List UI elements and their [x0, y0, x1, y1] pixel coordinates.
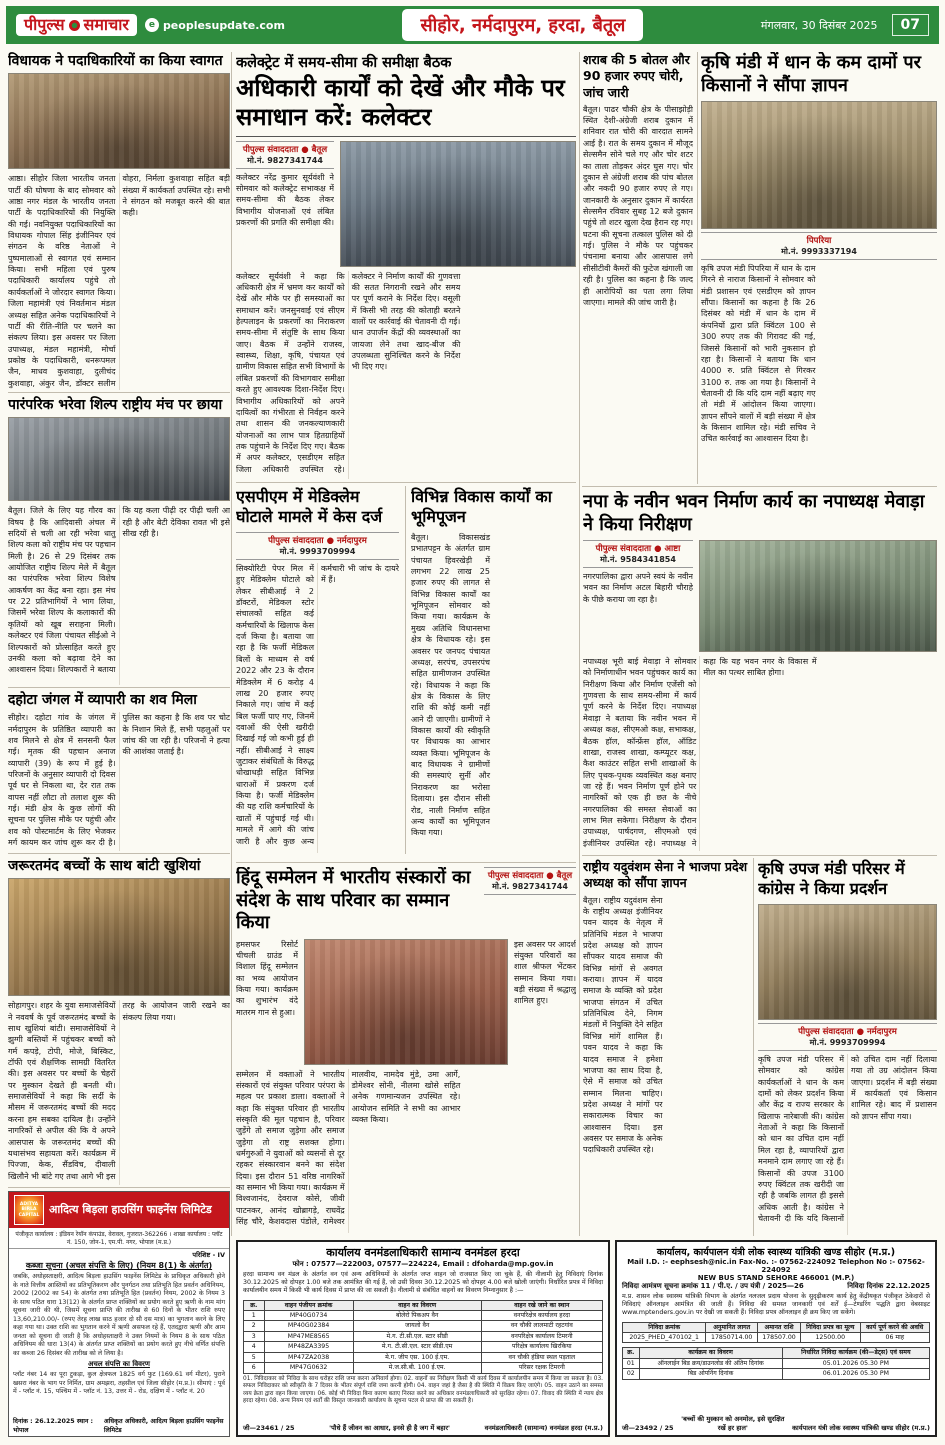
table-cell: MP47ZA2038: [264, 1352, 353, 1362]
headline: कृषि मंडी में धान के कम दामों पर किसानों ने सौंपा ज्ञापन: [701, 52, 921, 96]
table-header-cell: वाहन रखे जाने का स्थान: [481, 1300, 602, 1310]
article-body: कलेक्टर सूर्यवंशी ने कहा कि अधिकारी क्षेत्र में भ्रमण कर कार्यों को देखें और मौके पर ही समस्याओं का समाधान करें। जनसुनवाई एवं सीएम हेल्पलाइन के प्रकरणों का निराकरण समय-सीमा में संतुष्टि के साथ किया जाए। बैठक में उन्होंने राजस्व, स्वास्थ्य, शिक्षा, कृषि, पंचायत एवं ग्रामीण विकास सहित सभी विभागों के लंबित प्रकरणों की विभागवार समीक्षा करते हुए आवश्यक दिशा-निर्देश दिए। विभागीय अधिकारियों को अपने दायित्वों का गंभीरता से निर्वहन करने तथा शासन की जनकल्याणकारी योजनाओं का लाभ पात्र हितग्राहियों तक पहुंचाने के निर्देश दिए गए। बैठक में अपर कलेक्टर, एसडीएम सहित जिला अधिकारी उपस्थित रहे। कलेक्टर ने निर्माण कार्यों की गुणवत्ता की सतत निगरानी रखने और समय पर पूर्ण कराने के निर्देश दिए। वसूली में किसी भी तरह की कोताही बरतने वालों पर कार्रवाई की चेतावनी दी गई। धान उपार्जन केंद्रों की व्यवस्थाओं का जायजा लेने तथा खाद-बीज की उपलब्धता सुनिश्चित करने के निर्देश भी दिए गए।: [236, 271, 461, 474]
table-cell: वनपरिक्षेत्र कार्यालय हरदा: [481, 1310, 602, 1320]
ad-date-place: दिनांक : 26.12.2025 स्थान : भोपाल: [13, 1418, 94, 1434]
byline-column: [236, 141, 334, 267]
table-cell: 5: [244, 1352, 265, 1362]
table-cell: 178507.00: [758, 1332, 801, 1342]
tender-address: NEW BUS STAND SEHORE 466001 (M.P.): [697, 1274, 855, 1282]
article-photo: [340, 141, 576, 267]
table-cell: मे.ग. टी.सी.एल. स्टार सीडी: [353, 1331, 481, 1341]
article-body: आष्ठा। सीहोर जिला भारतीय जनता पार्टी की घोषणा के बाद सोमवार को आष्ठा नगर मंडल के भारतीय जनता पार्टी के पदाधिकारियों की नियुक्ति की गई। नवनियुक्त पदाधिकारियों का विधायक गोपाल सिंह इंजीनियर एवं संगठन के वरिष्ठ नेताओं ने पुष्पमालाओं से स्वागत एवं सम्मान किया। सभी महिला एवं पुरुष पदाधिकारी कार्यालय पहुंचे तो कार्यकर्ताओं ने जोरदार स्वागत किया। जिला महामंत्री एवं निवर्तमान मंडल अध्यक्ष सहित अनेक पदाधिकारियों ने पार्टी की रीति-नीति पर चलने का संकल्प लिया। इस अवसर पर जिला उपाध्यक्ष, मंडल महामंत्री, मोर्चा प्रकोष्ठ के पदाधिकारी, धनरूपमल जैन, माधव कुशवाहा, दुलीचंद कुशवाहा, अंकुर जैन, डॉक्टर सलीम वोहरा, निर्मला कुशवाहा सहित बड़ी संख्या में कार्यकर्ता उपस्थित रहे। सभी ने संगठन को मजबूत करने की बात कही।: [8, 174, 230, 388]
article-bharewa-craft: [8, 396, 230, 685]
section-divider: [8, 1187, 230, 1188]
table-row: [244, 1310, 603, 1320]
tender-notice-harda: [236, 1240, 610, 1437]
table-header-cell: निर्धारित निविदा कार्यक्रम (की—डेट्स) एवं समय: [782, 1348, 929, 1358]
article-body: कृषि उपज मंडी पिपरिया में धान के दाम गिरने से नाराज किसानों ने सोमवार को मंडी प्रशासन एवं एसडीएम को ज्ञापन सौंपा। किसानों का कहना है कि 26 दिसंबर को मंडी में धान के दाम में कंपनियों द्वारा प्रति क्विंटल 100 से 300 रुपए तक की गिरावट की गई, जिससे किसानों को भारी नुकसान हो रहा है। किसानों ने बताया कि धान 4000 रु. प्रति क्विंटल से गिरकर 3100 रु. तक आ गया है। किसानों ने चेतावनी दी कि यदि दाम नहीं बढ़ाए गए तो मंडी में आंदोलन किया जाएगा। ज्ञापन सौंपने वालों में बड़ी संख्या में क्षेत्र के किसान शामिल रहे। मंडी सचिव ने उचित कार्रवाई का आश्वासन दिया है।: [701, 264, 816, 444]
tender-slogan: 'पौधे हैं जीवन का आधार, इनसे ही है जग में बहार': [329, 1424, 451, 1432]
ad-signatory: अधिकृत अधिकारी, आदित्य बिड़ला हाउसिंग फाइनेंस लिमिटेड: [103, 1418, 224, 1434]
table-row: [244, 1363, 603, 1373]
article-photo: [701, 101, 937, 229]
tender-ref-number: जी—23461 / 25: [243, 1424, 295, 1432]
table-cell: मे.ज.सी.बी. 100 ई.एम.: [353, 1363, 481, 1373]
logo-text-left: पीपुल्स: [24, 15, 65, 34]
headline: कृषि उपज मंडी परिसर में कांग्रेस ने किया प्रदर्शन: [758, 859, 905, 899]
article-spm-mediclaim: [236, 487, 399, 853]
table-cell: वनपरिक्षेत्र कार्यालय टिमरनी: [481, 1331, 602, 1341]
article-napa-inspection: [583, 491, 937, 851]
byline: पीपुल्स संवाददाता ● बैतूल: [484, 867, 576, 881]
table-cell: MP48ZA3395: [264, 1342, 353, 1352]
tender-notice-sehore: [615, 1240, 937, 1437]
ad-annexure-label: परिशिष्ट - IV: [192, 1251, 225, 1259]
article-liquor-theft: [583, 52, 693, 482]
table-row: [623, 1358, 930, 1368]
headline: राष्ट्रीय यदुवंशम सेना ने भाजपा प्रदेश अध्यक्ष को सौंपा ज्ञापन: [583, 859, 748, 891]
table-cell: 06.01.2026 05.30 PM: [782, 1369, 929, 1379]
headline: पारंपरिक भरेवा शिल्प राष्ट्रीय मंच पर छाया: [8, 397, 223, 413]
table-header-cell: वाहन का विवरण: [353, 1300, 481, 1310]
tender-notice-number: निविदा आमंत्रण सूचना क्रमांक 11 / पी.ए. / उप यंत्री / 2025—26: [622, 1282, 804, 1290]
headline: अधिकारी कार्यों को देखें और मौके पर समाधान करें: कलेक्टर: [236, 74, 576, 137]
logo-emblem-icon: [69, 20, 80, 31]
table-cell: 4: [244, 1342, 265, 1352]
byline: पीपुल्स संवाददाता ● आष्टा: [583, 540, 693, 554]
tender-mail-line: Mail I.D. :- eephsesh@nic.in Fax-No. :- 07562-224092 Telephon No :- 07562-224092: [627, 1258, 925, 1274]
article-mla-welcome: [8, 52, 230, 390]
tender-intro: म.प्र. शासन लोक स्वास्थ्य यांत्रिकी विभाग के अंतर्गत नलजल प्रदाय योजना के सुदृढ़ीकरण कार्य हेतु केंद्रीयकृत पंजीकृत ठेकेदारों से निविदाएं ऑनलाइन आमंत्रित की जाती हैं। निविदा की समस्त जानकारी एवं शर्तें ई—टेण्डरिंग पद्धति द्वारा वेबसाइट www.mptenders.gov.in पर देखी जा सकती हैं। निविदा प्रपत्र ऑनलाइन ही क्रय किए जा सकेंगे।: [622, 1293, 930, 1317]
tender-signatory: कार्यपालन यंत्री लोक स्वास्थ्य यांत्रिकी खण्ड सीहोर (म.प्र.): [792, 1424, 930, 1432]
headline: शराब की 5 बोतल और 90 हजार रुपए चोरी, जांच जारी: [583, 52, 690, 100]
table-cell: ऑनलाईन बिड क्रय/डाउनलोड की अंतिम दिनांक: [639, 1358, 782, 1368]
column-divider: [231, 52, 232, 1236]
byline-phone: मो.नं. 9993337194: [701, 246, 937, 260]
headline-row: [236, 867, 576, 939]
tender-conditions: 01. निविदाकार को निविदा के साथ धरोहर राशि जमा करना अनिवार्य होगा। 02. वाहनों का निरीक्षण किसी भी कार्य दिवस में कार्यालयीन समय में किया जा सकता है। 03. सफल निविदाकार को स्वीकृति के 7 दिवस के भीतर संपूर्ण राशि जमा करनी होगी। 04. वाहन जहां है जैसा है की स्थिति में विक्रय किए जाएंगे। 05. वाहन उठाने का समस्त व्यय क्रेता द्वारा वहन किया जाएगा। 06. कोई भी निविदा बिना कारण बताए निरस्त करने का अधिकार वनमंडलाधिकारी को सुरक्षित रहेगा। 07. विवाद की स्थिति में न्याय क्षेत्र हरदा रहेगा। 08. अन्य नियम एवं शर्तों की विस्तृत जानकारी कार्यालय के सूचना पटल से प्राप्त की जा सकती है।: [243, 1375, 603, 1405]
table-header-row: [244, 1300, 603, 1310]
tender-notice-line: [622, 1282, 930, 1291]
column-divider: [697, 52, 698, 484]
article-congress-protest: [758, 859, 937, 1235]
section-divider: [236, 482, 576, 483]
column-divider: [405, 486, 406, 854]
tender-contact: फोन : 07577—222003, 07577—224224, Email : dfoharda@mp.gov.in: [292, 1260, 554, 1268]
byline: पीपुल्स संवाददाता ● नर्मदापुरम: [236, 532, 399, 546]
byline-phone: मो.नं. 9827341744: [236, 155, 334, 169]
table-cell: 1: [244, 1310, 265, 1320]
table-header-cell: वाहन पंजीयन क्रमांक: [264, 1300, 353, 1310]
byline-box: [236, 532, 399, 563]
tender-notice-date: निविदा दिनांक 22.12.2025: [847, 1282, 930, 1290]
website-link[interactable]: [145, 18, 285, 32]
website-url: peoplesupdate.com: [162, 18, 285, 32]
table-cell: 17850714.00: [706, 1332, 758, 1342]
tender-title: कार्यालय वनमंडलाधिकारी सामान्य वनमंडल हरदा: [326, 1246, 520, 1259]
table-cell: 06 माह: [860, 1332, 929, 1342]
newspaper-logo: [16, 14, 137, 36]
lead-row: [236, 141, 576, 267]
section-divider: [8, 853, 230, 854]
ad-notice-title: कब्जा सूचना (अचल संपत्ति के लिए) (नियम 8(1) के अंतर्गत): [25, 1261, 213, 1270]
headline: एसपीएम में मेडिक्लेम घोटाले मामले में केस दर्ज: [236, 487, 383, 527]
tender-intro: हरदा सामान्य वन मंडल के अंतर्गत वन एवं अन्य अधिनियमों के अंतर्गत जप्त वाहन जो राजसात किए जा चुके हैं, की नीलामी हेतु निविदाएं दिनांक 30.12.2025 को दोपहर 1.00 बजे तक आमंत्रित की गई हैं, जो उसी दिवस 30.12.2025 को दोपहर 4.00 बजे खोली जाएंगी। निर्धारित प्रपत्र में निविदा कार्यालयीन समय में किसी भी कार्य दिवस में प्राप्त की जा सकती है। नीलामी से संबंधित वाहनों का विवरण निम्नानुसार है :—: [243, 1271, 603, 1295]
article-body: बैतूल। विकासखंड प्रभातपट्टन के अंतर्गत ग्राम पंचायत हिवरखेड़ी में लगभग 22 लाख 25 हजार रुपए की लागत से विभिन्न विकास कार्यों का भूमिपूजन सोमवार को किया गया। कार्यक्रम के मुख्य अतिथि विधानसभा क्षेत्र के विधायक रहे। इस अवसर पर जनपद पंचायत अध्यक्ष, सरपंच, उपसरपंच सहित ग्रामीणजन उपस्थित रहे। विधायक ने कहा कि क्षेत्र के विकास के लिए राशि की कोई कमी नहीं आने दी जाएगी। ग्रामीणों ने विकास कार्यों की स्वीकृति पर विधायक का आभार व्यक्त किया। भूमिपूजन के बाद विधायक ने ग्रामीणों की समस्याएं सुनीं और निराकरण का भरोसा दिलाया। इस दौरान सीसी रोड, नाली निर्माण सहित अन्य कार्यों का भूमिपूजन किया गया।: [411, 532, 490, 838]
masthead: [6, 6, 939, 44]
article-body: बैतूल। जिले के लिए यह गौरव का विषय है कि आदिवासी अंचल में सदियों से चली आ रही भरेवा धातु शिल्प कला को राष्ट्रीय मंच पर पहचान मिली है। 26 से 29 दिसंबर तक आयोजित राष्ट्रीय शिल्प मेले में बैतूल का पारंपरिक भरेवा शिल्प विशेष आकर्षण का केंद्र बना रहा। इस मंच पर 22 प्रतिभागियों ने भाग लिया, जिसमें भरेवा शिल्प के कलाकारों की कृतियों को खूब सराहना मिली। कलेक्टर एवं जिला पंचायत सीईओ ने शिल्पकारों को प्रोत्साहित करते हुए उनकी कला को बढ़ावा देने का आश्वासन दिया। शिल्पकारों ने बताया कि यह कला पीढ़ी दर पीढ़ी चली आ रही है और बेटी देविका रावत भी इसे सीख रही है।: [8, 506, 230, 675]
article-side-text: इस अवसर पर आदर्श संयुक्त परिवारों का शाल श्रीफल भेंटकर सम्मान किया गया। बड़ी संख्या में श्रद्धालु शामिल हुए।: [514, 939, 576, 1006]
article-body: नपाध्यक्ष भूरी बाई मेवाड़ा ने सोमवार को निर्माणाधीन भवन पहुंचकर कार्य का निरीक्षण किया और निर्माण एजेंसी को गुणवत्ता के साथ समय-सीमा में कार्य पूर्ण करने के निर्देश दिए। नपाध्यक्ष मेवाड़ा ने बताया कि नवीन भवन में अध्यक्ष कक्ष, सीएमओ कक्ष, सभाकक्ष, बैठक हॉल, कॉन्फ्रेंस हॉल, ऑडिट शाखा, राजस्व शाखा, कम्प्यूटर कक्ष, कैश काउंटर सहित सभी शाखाओं के लिए पृथक-पृथक व्यवस्थित कक्ष बनाए जा रहे हैं। भवन निर्माण पूर्ण होने पर नागरिकों को एक ही छत के नीचे नगरपालिका की समस्त सेवाओं का लाभ मिल सकेगा। निरीक्षण के दौरान उपाध्यक्ष, पार्षदगण, सीएमओ एवं इंजीनियर उपस्थित रहे। नपाध्यक्ष ने कहा कि यह भवन नगर के विकास में मील का पत्थर साबित होगा।: [583, 657, 817, 848]
article-photo: [8, 73, 230, 169]
article-dahota-body-found: [8, 691, 230, 851]
article-photo: [8, 878, 230, 996]
byline: पिपरिया: [701, 232, 937, 246]
section-divider: [8, 392, 230, 393]
table-cell: बिड ओपनिंग दिनांक: [639, 1369, 782, 1379]
page-number: 07: [892, 14, 929, 36]
table-cell: 05.01.2026 05.30 PM: [782, 1358, 929, 1368]
table-cell: MP47G0632: [264, 1363, 353, 1373]
article-body: सम्मेलन में वक्ताओं ने भारतीय संस्कारों एवं संयुक्त परिवार परंपरा के महत्व पर प्रकाश डाला। वक्ताओं ने कहा कि संयुक्त परिवार ही भारतीय संस्कृति की मूल पहचान है, परिवार जुड़ेंगे तो समाज जुड़ेगा और समाज जुड़ेगा तो राष्ट्र सशक्त होगा। धर्मगुरुओं ने युवाओं को व्यसनों से दूर रहकर संस्कारवान बनने का संदेश दिया। इस दौरान 51 वरिष्ठ नागरिकों का सम्मान भी किया गया। कार्यक्रम में विश्वजानंद, देवराज कोसे, जीवी पाटनकर, आनंद खोब्रागड़े, राघवेंद्र सिंह चौरे, केशवदास पंडोले, रामेश्वर मालवीय, नामदेव मुंडे, उमा आर्गे, डोमेश्वर सोनी, नीलमा खोसे सहित अनेक गणमान्यजन उपस्थित रहे। आयोजन समिति ने सभी का आभार व्यक्त किया।: [236, 1069, 461, 1227]
ad-address: पंजीकृत कार्यालय : इंडियन रेयॉन कंपाउंड, वेरावल, गुजरात-362266 । शाखा कार्यालय : प्लॉट नं. 150, जोन-1, एम.पी. नगर, भोपाल (म.प्र.): [9, 1228, 229, 1249]
article-yaduvansham-memo: [583, 859, 749, 1235]
table-cell: 2: [244, 1321, 265, 1331]
table-header-cell: कार्य पूर्ण करने की अवधि: [860, 1322, 929, 1332]
byline-phone: मो.नं. 9993709994: [236, 546, 399, 560]
article-body: कृषि उपज मंडी परिसर में सोमवार को कांग्रेस कार्यकर्ताओं ने धान के कम दामों को लेकर प्रदर्शन किया और केंद्र व राज्य सरकार के खिलाफ नारेबाजी की। कांग्रेस नेताओं ने कहा कि किसानों को धान का उचित दाम नहीं मिल रहा है, व्यापारियों द्वारा मनमाने दाम लगाए जा रहे हैं। किसानों की उपज 3100 रुपए क्विंटल तक खरीदी जा रही है जबकि लागत ही इससे अधिक आती है। कांग्रेस ने चेतावनी दी कि यदि किसानों को उचित दाम नहीं दिलाया गया तो उग्र आंदोलन किया जाएगा। प्रदर्शन में बड़ी संख्या में कार्यकर्ता एवं किसान शामिल रहे। बाद में प्रशासन को ज्ञापन सौंपा गया।: [758, 1054, 937, 1223]
ad-property-description: प्लॉट नंबर 14 का पूरा टुकड़ा, कुल क्षेत्रफल 1825 वर्ग फुट (169.61 वर्ग मीटर), पुराने खसरा नंबर के भाग पर निर्मित, ग्राम अमझरा, तहसील एवं जिला सीहोर (म.प्र.)। सीमाएं : पूर्व में - प्लॉट नं. 15, पश्चिम में - प्लॉट नं. 13, उत्तर में - रोड, दक्षिण में - प्लॉट नं. 20: [13, 1371, 225, 1395]
headline: नपा के नवीन भवन निर्माण कार्य का नपाध्यक्ष मेवाड़ा ने किया निरीक्षण: [583, 491, 925, 535]
article-bhumipujan: [411, 487, 576, 853]
lead-row: [583, 540, 937, 652]
table-cell: बोलेरो पिकअप वैन: [353, 1310, 481, 1320]
tender-slogan: 'बच्चों की मुस्कान को अनमोल, इसे सुरक्षित रखें हर हाल': [681, 1415, 785, 1432]
table-row: [623, 1369, 930, 1379]
table-cell: वन चौकी लालमाटी रहटगांव: [481, 1321, 602, 1331]
table-cell: 2025_PHED_470102_1: [623, 1332, 706, 1342]
table-cell: वन चौकी हंडिया स्थल पड़ताल: [481, 1352, 602, 1362]
article-children-charity: [8, 857, 230, 1185]
kicker: कलेक्ट्रेट में समय-सीमा की समीक्षा बैठक: [236, 55, 452, 71]
article-photo: [758, 904, 937, 1020]
table-header-cell: क्र.: [623, 1348, 640, 1358]
byline-box: [701, 232, 937, 263]
table-cell: मे.ग. जीप एस. 100 ई.एम.: [353, 1352, 481, 1362]
byline: पीपुल्स संवाददाता ● बैतूल: [236, 141, 334, 155]
ad-notice-body: जबकि, अधोहस्ताक्षरी, आदित्य बिड़ला हाउसिंग फाइनेंस लिमिटेड के प्राधिकृत अधिकारी होने के नाते वित्तीय आस्तियों का प्रतिभूतिकरण और पुनर्गठन तथा प्रतिभूति हित प्रवर्तन अधिनियम, 2002 (2002 का 54) के अंतर्गत तथा प्रतिभूति हित (प्रवर्तन) नियम, 2002 के नियम 3 के साथ पठित धारा 13(12) के अंतर्गत प्राप्त शक्तियों का प्रयोग करते हुए ऋणी के नाम मांग सूचना जारी की थी, जिसमें सूचना प्राप्ति की तारीख से 60 दिनों के भीतर राशि रुपए 13,60,210.00/- (रुपए तेरह लाख साठ हजार दो सौ दस मात्र) का भुगतान करने के लिए कहा गया था। उक्त राशि का भुगतान करने में ऋणी असफल रहे हैं, एतदद्वारा ऋणी और आम जनता को सूचना दी जाती है कि अधोहस्ताक्षरी ने उक्त नियमों के नियम 8 के साथ पठित अधिनियम की धारा 13(4) के अंतर्गत प्राप्त शक्तियों का प्रयोग करते हुए नीचे वर्णित संपत्ति का कब्जा 26 दिसंबर की तारीख को ले लिया है।: [13, 1273, 225, 1357]
byline-phone: मो.नं. 9584341854: [583, 554, 693, 568]
article-hindu-sammelan: [236, 867, 576, 1233]
ad-company-name: आदित्य बिड़ला हाउसिंग फाइनेंस लिमिटेड: [49, 1202, 212, 1216]
table-cell: MP47ME8565: [264, 1331, 353, 1341]
tender-cost-table: [622, 1322, 930, 1344]
issue-date: मंगलवार, 30 दिसंबर 2025: [760, 18, 878, 32]
table-header-cell: अमानत राशि: [758, 1322, 801, 1332]
article-lead: कलेक्टर नरेंद्र कुमार सूर्यवंशी ने सोमवार को कलेक्ट्रेट सभाकक्ष में समय-सीमा की बैठक लेकर विभागीय योजनाओं एवं लंबित प्रकरणों की प्रगति की समीक्षा की।: [236, 172, 334, 228]
tender-schedule-table: [622, 1347, 930, 1379]
ad-header-band: [9, 1192, 229, 1228]
headline: दहोटा जंगल में व्यापारी का शव मिला: [8, 692, 197, 708]
article-body: सोहागपुर। शहर के युवा समाजसेवियों ने नववर्ष के पूर्व जरूरतमंद बच्चों के साथ खुशियां बांटी। समाजसेवियों ने झुग्गी बस्तियों में पहुंचकर बच्चों को गर्म कपड़े, टोपी, मोजे, बिस्किट, टॉफी एवं शैक्षणिक सामग्री वितरित की। इस अवसर पर बच्चों के चेहरों पर मुस्कान देखते ही बनती थी। समाजसेवियों ने कहा कि सर्दी के मौसम में जरूरतमंद बच्चों की मदद करना हम सबका दायित्व है। उन्होंने नागरिकों से अपील की कि वे अपने आसपास के जरूरतमंद बच्चों की यथासंभव सहायता करें। कार्यक्रम में पिज्जा, केक, सैंडविच, दीवाली खिलौने भी बांटे गए तथा आगे भी इस तरह के आयोजन जारी रखने का संकल्प लिया गया।: [8, 1001, 230, 1181]
article-body: बैतूल। पाढर चौकी क्षेत्र के पीसाझोड़ी स्थित देशी-अंग्रेजी शराब दुकान में शनिवार रात चोरी की वारदात सामने आई है। रात के समय दुकान में मौजूद सेल्समैन सोने चले गए और चोर शटर का ताला तोड़कर अंदर घुस गए। चोर दुकान से अंग्रेजी शराब की पांच बोतल और नकदी 90 हजार रुपए ले गए। जानकारी के अनुसार दुकान में कार्यरत सेल्समैन रविवार सुबह 12 बजे दुकान पहुंचे तो शटर खुला देख हैरान रह गए। घटना की सूचना तत्काल पुलिस को दी गई। पुलिस ने मौके पर पहुंचकर पंचनामा बनाया और आसपास लगे सीसीटीवी कैमरों की फुटेज खंगाली जा रही है। पुलिस का कहना है कि जल्द ही आरोपियों का पता लगा लिया जाएगा। मामले की जांच जारी है।: [583, 104, 693, 307]
article-side-text: हमसफर रिसोर्ट चीचली ग्राउंड में विशाल हिंदू सम्मेलन का भव्य आयोजन किया गया। कार्यक्रम का शुभारंभ वंदे मातरम गान से हुआ।: [236, 939, 298, 1017]
table-cell: परिक्षेत्र कार्यालय खिरकिया: [481, 1342, 602, 1352]
headline: विधायक ने पदाधिकारियों का किया स्वागत: [8, 53, 223, 69]
logo-text-right: समाचार: [83, 15, 129, 34]
ad-property-heading: अचल संपत्ति का विवरण: [88, 1360, 150, 1368]
table-header-cell: कार्यक्रम का विवरण: [639, 1348, 782, 1358]
aditya-birla-logo-icon: ADITYA BIRLA CAPITAL: [14, 1195, 44, 1225]
article-paddy-memorandum: [701, 52, 937, 482]
table-header-cell: क्र.: [244, 1300, 265, 1310]
tender-footer: [622, 1414, 930, 1432]
housing-finance-ad: [8, 1191, 230, 1437]
tender-title: कार्यालय, कार्यपालन यंत्री लोक स्वास्थ्य यांत्रिकी खण्ड सीहोर (म.प्र.): [656, 1247, 896, 1258]
headline: जरूरतमंद बच्चों के साथ बांटी खुशियां: [8, 858, 201, 874]
table-cell: मे.ग. टी.सी.एल. स्टार सीडी.एम: [353, 1342, 481, 1352]
byline-phone: मो.नं. 9993709994: [758, 1037, 937, 1051]
table-row: [244, 1321, 603, 1331]
table-header-row: [623, 1348, 930, 1358]
table-header-cell: निविदा क्रमांक: [623, 1322, 706, 1332]
table-cell: 3: [244, 1331, 265, 1341]
table-cell: MP40G02384: [264, 1321, 353, 1331]
article-body: सिक्योरिटी पेपर मिल में हुए मेडिक्लेम घोटाले को लेकर सीबीआई ने 2 डॉक्टरों, मेडिकल स्टोर संचालकों सहित कई कर्मचारियों के खिलाफ केस दर्ज किया है। बताया जा रहा है कि फर्जी मेडिकल बिलों के माध्यम से वर्ष 2022 और 23 के दौरान मेडिक्लेम में 6 करोड़ 4 लाख 20 हजार रुपए निकाले गए। जांच में कई बिल फर्जी पाए गए, जिनमें दवाओं की ऐसी खरीदी दिखाई गई जो कभी हुई ही नहीं। सीबीआई ने साक्ष्य जुटाकर संबंधितों के विरुद्ध धोखाधड़ी सहित विभिन्न धाराओं में प्रकरण दर्ज किया है। फर्जी मेडिक्लेम की यह राशि कर्मचारियों के खातों में पहुंचाई गई थी। मामले में आगे की जांच जारी है और कुछ अन्य कर्मचारी भी जांच के दायरे में हैं।: [236, 563, 399, 846]
article-body: बैतूल। राष्ट्रीय यदुवंशम सेना के राष्ट्रीय अध्यक्ष इंजीनियर पवन यादव के नेतृत्व में प्रतिनिधि मंडल ने भाजपा प्रदेश अध्यक्ष को ज्ञापन सौंपकर यादव समाज की विभिन्न मांगों से अवगत कराया। ज्ञापन में यादव समाज के व्यक्ति को प्रदेश भाजपा संगठन में उचित प्रतिनिधित्व देने, निगम मंडलों में नियुक्ति देने सहित विभिन्न मांगें शामिल हैं। पवन यादव ने कहा कि यादव समाज ने हमेशा भाजपा का साथ दिया है, ऐसे में समाज को उचित सम्मान मिलना चाहिए। प्रदेश अध्यक्ष ने मांगों पर सकारात्मक विचार का आश्वासन दिया। इस अवसर पर समाज के अनेक पदाधिकारी उपस्थित रहे।: [583, 895, 663, 1155]
table-row: [244, 1331, 603, 1341]
table-cell: MP40G0734: [264, 1310, 353, 1320]
table-cell: 12500.00: [800, 1332, 860, 1342]
section-divider: [582, 486, 937, 487]
ad-footer: [9, 1414, 229, 1436]
table-header-row: [623, 1322, 930, 1332]
byline-column: [583, 540, 693, 652]
section-divider: [582, 855, 937, 856]
table-row: [244, 1342, 603, 1352]
tender-ref-number: जी—23492 / 25: [622, 1424, 674, 1432]
byline: पीपुल्स संवाददाता ● नर्मदापुरम: [758, 1023, 937, 1037]
section-divider: [236, 862, 576, 863]
table-cell: जायलो वैन: [353, 1321, 481, 1331]
headline: हिंदू सम्मेलन में भारतीय संस्कारों का संदेश के साथ परिवार का सम्मान किया: [236, 867, 471, 933]
byline-box: [758, 1023, 937, 1054]
byline-box: [484, 867, 576, 939]
article-photo: [699, 540, 937, 652]
tender-signatory: वनमंडलाधिकारी (सामान्य) वनमंडल हरदा (म.प्र.): [484, 1424, 603, 1432]
table-cell: परिसर रक्षक टिमरनी: [481, 1363, 602, 1373]
section-divider: [8, 687, 230, 688]
tender-footer: [243, 1423, 603, 1432]
article-photo: [8, 417, 230, 501]
table-cell: 02: [623, 1369, 640, 1379]
table-row: [623, 1332, 930, 1342]
article-photo: [304, 939, 508, 1065]
column-divider: [753, 858, 754, 1236]
table-row: [244, 1352, 603, 1362]
table-header-cell: अनुमानित लागत: [706, 1322, 758, 1332]
article-body: सीहोर। दहोटा गांव के जंगल में नर्मदापुरम के प्रतिष्ठित व्यापारी का शव मिलने से क्षेत्र में सनसनी फैल गई। मृतक की पहचान अनाज व्यापारी (39) के रूप में हुई है। परिजनों के अनुसार व्यापारी दो दिवस पूर्व घर से निकला था, देर रात तक वापस नहीं लौटा तो तलाश शुरू की गई। मंडी क्षेत्र के कुछ लोगों की सूचना पर पुलिस मौके पर पहुंची और शव को पोस्टमार्टम के लिए भेजकर मर्ग कायम कर जांच शुरू कर दी है। पुलिस का कहना है कि शव पर चोट के निशान मिले हैं, सभी पहलुओं पर जांच की जा रही है। परिजनों ने हत्या की आशंका जताई है।: [8, 713, 230, 848]
headline: विभिन्न विकास कार्यों का भूमिपूजन: [411, 487, 552, 527]
column-divider: [579, 52, 580, 1236]
vehicle-auction-table: [243, 1300, 603, 1374]
article-collector-review: [236, 52, 576, 479]
table-header-cell: निविदा प्रपत्र का मूल्य: [800, 1322, 860, 1332]
byline-phone: मो.नं. 9827341744: [484, 881, 576, 895]
table-cell: 01: [623, 1358, 640, 1368]
table-cell: 6: [244, 1363, 265, 1373]
photo-row: [236, 939, 576, 1065]
globe-icon: e: [145, 18, 159, 32]
edition-regions: सीहोर, नर्मदापुरम, हरदा, बैतूल: [402, 9, 643, 41]
article-lead: नगरपालिका द्वारा अपने स्वयं के नवीन भवन का निर्माण अटल बिहारी चौराहे के पीछे कराया जा रहा है।: [583, 572, 693, 604]
